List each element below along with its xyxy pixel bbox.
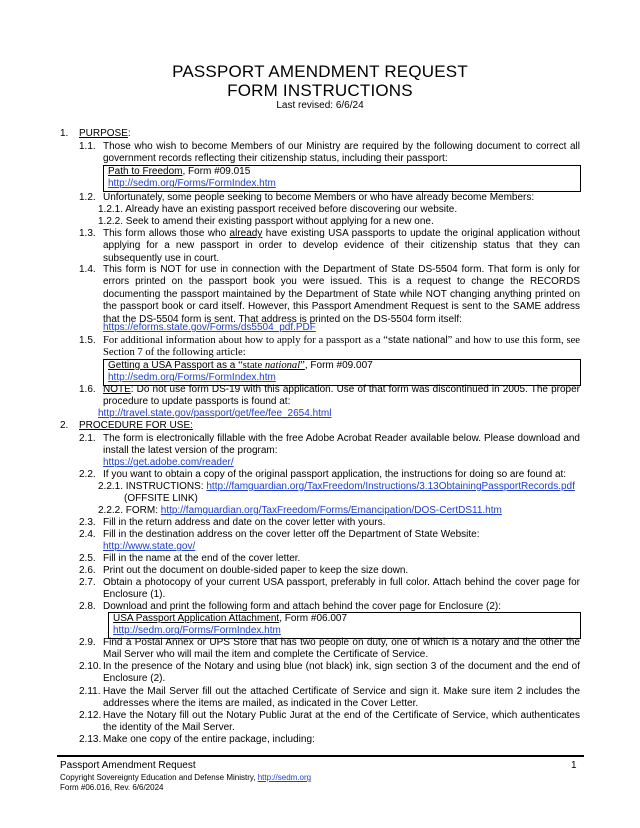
item-1-4-number: 1.4. <box>79 264 96 275</box>
item-2-13-number: 2.13. <box>79 734 102 745</box>
purpose-colon: : <box>127 128 131 139</box>
item-2-10-text: In the presence of the Notary and using blue (not black) ink, sign section 3 of the document and the end of Enclosure (2). <box>103 661 580 685</box>
item-2-5-number: 2.5. <box>79 553 96 564</box>
item-2-6-text: Print out the document on double-sided paper to keep the size down. <box>103 565 409 576</box>
item-1-6-body: : Do not use form DS-19 with this application. Use of that form was discontinued in 2005. The proper procedure to update passports is found at: <box>103 384 580 408</box>
item-1-6-text <box>103 384 580 409</box>
article-title-quote-open: “state <box>238 360 265 371</box>
item-2-4-text: Fill in the destination address on the cover letter off the Department of State Website: <box>103 529 480 540</box>
item-2-9-number: 2.9. <box>79 637 96 648</box>
item-1-3-text-b: have existing USA passports to update the original application without applying for a new passport in order to develop evidence of their citizenship status that they can subsequently use in court. <box>103 228 580 264</box>
section-2-number: 2. <box>60 420 69 431</box>
item-1-1-reference-box <box>103 165 581 192</box>
attachment-form-number: , Form #06.007 <box>279 613 348 624</box>
passport-application-attachment-link[interactable]: USA Passport Application Attachment <box>113 613 280 624</box>
item-2-8-box-line1 <box>109 613 580 625</box>
item-1-2-2-text: 1.2.2. Seek to amend their existing passport without applying for a new one. <box>98 216 434 227</box>
article-title-quote-close: ” <box>300 360 305 371</box>
usa-passport-article-link[interactable] <box>108 360 305 371</box>
procedure-heading: PROCEDURE FOR USE: <box>79 420 193 431</box>
copyright-text: Copyright Sovereignty Education and Defense Ministry, <box>60 773 258 782</box>
item-2-2-1-label: 2.2.1. INSTRUCTIONS: <box>98 481 207 492</box>
item-1-3-already: already <box>229 228 263 239</box>
ds5504-form-link[interactable]: https://eforms.state.gov/Forms/ds5504_pdf.PDF <box>103 322 316 333</box>
footer-divider <box>57 755 584 757</box>
item-2-8-box-line2 <box>109 625 580 637</box>
item-2-8-reference-box <box>108 612 581 639</box>
document-title-line2: FORM INSTRUCTIONS <box>227 81 413 100</box>
item-1-6-number: 1.6. <box>79 384 96 395</box>
item-2-12-number: 2.12. <box>79 710 102 721</box>
item-2-1-link-line <box>103 457 234 469</box>
item-1-5-text <box>103 335 580 360</box>
item-1-3-text <box>103 228 580 265</box>
item-1-5-reference-box <box>103 359 581 386</box>
item-2-2-2-label: 2.2.2. FORM: <box>98 505 161 516</box>
item-1-5-text-b: ” and how to use this form, see Section 7 of the following article: <box>103 335 580 359</box>
adobe-reader-link[interactable]: https://get.adobe.com/reader/ <box>103 457 234 468</box>
document-title-line1: PASSPORT AMENDMENT REQUEST <box>172 62 468 81</box>
travel-state-gov-link[interactable]: http://travel.state.gov/passport/get/fee/fee_2654.html <box>98 408 332 419</box>
footer-title: Passport Amendment Request <box>60 760 196 771</box>
path-to-freedom-link[interactable]: Path to Freedom <box>108 166 183 177</box>
footer-copyright <box>60 773 311 783</box>
path-to-freedom-form-number: , Form #09.015 <box>182 166 251 177</box>
item-2-10-number: 2.10. <box>79 661 102 672</box>
item-2-11-number: 2.11. <box>79 686 101 697</box>
item-2-13-text: Make one copy of the entire package, including: <box>103 734 315 745</box>
item-2-7-number: 2.7. <box>79 577 96 588</box>
item-2-5-text: Fill in the name at the end of the cover letter. <box>103 553 301 564</box>
item-1-5-text-a: For additional information about how to apply for a passport as a “ <box>103 335 388 346</box>
item-2-2-2-line <box>98 505 502 517</box>
item-1-5-number: 1.5. <box>79 335 96 346</box>
item-2-2-number: 2.2. <box>79 469 96 480</box>
form-index-link-3[interactable]: http://sedm.org/Forms/FormIndex.htm <box>113 625 281 637</box>
item-1-5-box-line1 <box>104 360 580 372</box>
article-form-number: , Form #09.007 <box>304 360 373 371</box>
item-2-4-link-line <box>103 541 195 553</box>
item-2-9-text: Find a Postal Annex or UPS Store that has two people on duty, one of which is a notary and the other the Mail Server who will mail the item and complete the Certificate of Service. <box>103 637 580 661</box>
item-2-1-text: The form is electronically fillable with the free Adobe Acrobat Reader available below. Please download and install the latest version of the program: <box>103 433 580 457</box>
item-1-1-box-line2 <box>104 178 580 190</box>
article-title-italic: national <box>264 360 301 371</box>
last-revised: Last revised: 6/6/24 <box>276 100 364 111</box>
item-2-2-text: If you want to obtain a copy of the original passport application, the instructions for doing so are found at: <box>103 469 567 480</box>
item-1-2-1-text: 1.2.1. Already have an existing passport received before discovering our website. <box>98 204 458 215</box>
item-1-6-note: NOTE <box>103 384 131 395</box>
item-1-6-link-line <box>98 408 331 420</box>
obtaining-passport-records-link[interactable]: http://famguardian.org/TaxFreedom/Instructions/3.13ObtainingPassportRecords.pdf <box>206 481 575 492</box>
section-1-heading <box>79 128 131 140</box>
item-2-2-1-line <box>98 481 575 493</box>
item-2-4-number: 2.4. <box>79 529 96 540</box>
footer-form-revision: Form #06.016, Rev. 6/6/2024 <box>60 783 164 792</box>
item-1-4-link-line <box>103 322 316 334</box>
offsite-link-note: (OFFSITE LINK) <box>124 493 198 504</box>
sedm-link[interactable]: http://sedm.org <box>257 773 312 782</box>
item-1-4-text: This form is NOT for use in connection with the Department of State DS-5504 form. That form is only for errors printed on the passport book you were issued. This is a request to change the RECORDS documenting the passport maintained by the Department of State while NOT changing anything printed on the passport book or card itself. However, this Passport Amendment Request is sent to the SAME address that the DS-5504 form is sent. That address is printed on the DS-5504 form itself: <box>103 264 580 325</box>
purpose-heading: PURPOSE <box>79 128 128 139</box>
form-index-link-1[interactable]: http://sedm.org/Forms/FormIndex.htm <box>108 178 276 190</box>
item-1-3-number: 1.3. <box>79 228 96 239</box>
item-1-1-text: Those who wish to become Members of our Ministry are required by the following document to correct all government records reflecting their citizenship status, including their passport: <box>103 141 580 165</box>
state-gov-link[interactable]: http://www.state.gov/ <box>103 541 196 552</box>
item-2-1-number: 2.1. <box>79 433 96 444</box>
item-2-11-text: Have the Mail Server fill out the attached Certificate of Service and sign it. Make sure item 2 includes the addresses where the items are mailed, as indicated in the Cover Letter. <box>103 686 580 710</box>
item-1-5-box-line2 <box>104 372 580 384</box>
item-1-2-number: 1.2. <box>79 192 96 203</box>
item-1-3-text-a: This form allows those who <box>103 228 230 239</box>
item-1-1-box-line1 <box>104 166 580 178</box>
item-2-12-text: Have the Notary fill out the Notary Public Jurat at the end of the Certificate of Service, which authenticates the identity of the Mail Server. <box>103 710 580 734</box>
dos-cert-ds11-link[interactable]: http://famguardian.org/TaxFreedom/Forms/Emancipation/DOS-CertDS11.htm <box>160 505 502 516</box>
form-index-link-2[interactable]: http://sedm.org/Forms/FormIndex.htm <box>108 372 276 384</box>
item-2-3-number: 2.3. <box>79 517 96 528</box>
item-2-3-text: Fill in the return address and date on the cover letter with yours. <box>103 517 386 528</box>
item-2-8-text: Download and print the following form and attach behind the cover page for Enclosure (2): <box>103 601 502 612</box>
item-1-2-text: Unfortunately, some people seeking to become Members or who have already become Members: <box>103 192 535 203</box>
item-1-1-number: 1.1. <box>79 141 96 152</box>
article-title-a: Getting a USA Passport as a <box>108 360 236 371</box>
item-1-5-state-national: state national <box>387 335 448 346</box>
section-2-heading <box>79 420 193 432</box>
item-2-6-number: 2.6. <box>79 565 96 576</box>
item-2-7-text: Obtain a photocopy of your current USA passport, preferably in full color. Attach behind the cover page for Enclosure (1). <box>103 577 580 601</box>
item-2-8-number: 2.8. <box>79 601 96 612</box>
page-number: 1 <box>571 760 577 771</box>
section-1-number: 1. <box>60 128 69 139</box>
